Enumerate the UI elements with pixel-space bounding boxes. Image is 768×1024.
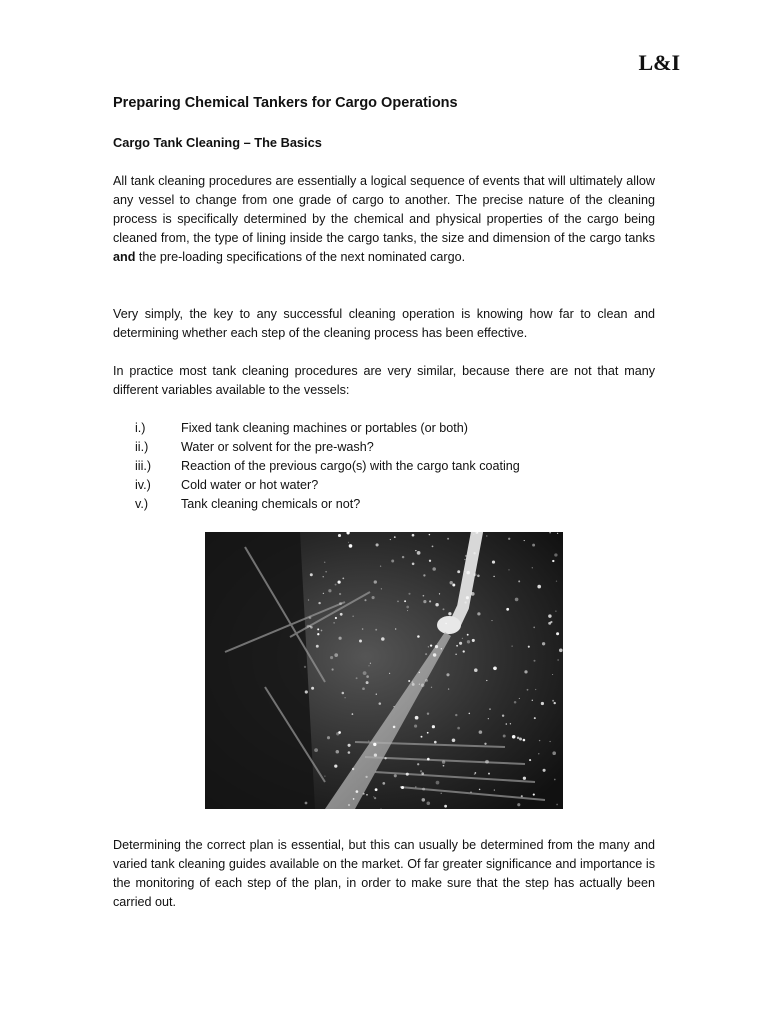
- list-item-text: Reaction of the previous cargo(s) with the cargo tank coating: [181, 459, 520, 474]
- list-item: [113, 457, 673, 476]
- paragraph-practice: In practice most tank cleaning procedures are very similar, because there are not that many different variables available to the vessels:: [113, 364, 655, 398]
- list-item-number: iv.): [135, 478, 151, 493]
- paragraph-intro: [113, 172, 655, 267]
- list-item: [113, 495, 673, 514]
- list-item-text: Water or solvent for the pre-wash?: [181, 440, 374, 455]
- list-item-text: Cold water or hot water?: [181, 478, 319, 493]
- paragraph-key: Very simply, the key to any successful cleaning operation is knowing how far to clean and determining whether each step of the cleaning process has been effective.: [113, 307, 655, 341]
- paragraph-intro-bold: and: [113, 250, 136, 265]
- list-item-text: Tank cleaning chemicals or not?: [181, 497, 361, 512]
- document-title: Preparing Chemical Tankers for Cargo Operations: [113, 95, 458, 111]
- paragraph-intro-text-2: the pre-loading specifications of the next nominated cargo.: [135, 250, 466, 265]
- list-item-number: i.): [135, 421, 146, 435]
- section-heading: Cargo Tank Cleaning – The Basics: [113, 135, 322, 150]
- list-item-number: ii.): [135, 440, 149, 455]
- variables-list: [113, 419, 673, 514]
- list-item-text: Fixed tank cleaning machines or portables (or both): [181, 421, 469, 435]
- paragraph-intro-text-1: All tank cleaning procedures are essentially a logical sequence of events that will ultimately allow any vessel to change from one grade of cargo to another. The precise nature of the cleaning process is specifically determined by the chemical and physical properties of the cargo being cleaned from, the type of lining inside the cargo tanks, the size and dimension of the cargo tanks: [113, 174, 655, 246]
- list-item-number: v.): [135, 497, 149, 512]
- company-logo: L&I: [638, 50, 680, 75]
- list-item: [113, 476, 673, 495]
- list-item-number: iii.): [135, 459, 152, 474]
- list-item: [113, 438, 673, 457]
- paragraph-plan: Determining the correct plan is essential, but this can usually be determined from the many and varied tank cleaning guides available on the market. Of far greater significance and importance is the monitoring of each step of the plan, in order to make sure that the step has actually been carried out.: [113, 838, 655, 910]
- tank-cleaning-photo: [205, 532, 563, 809]
- list-item: [113, 419, 673, 438]
